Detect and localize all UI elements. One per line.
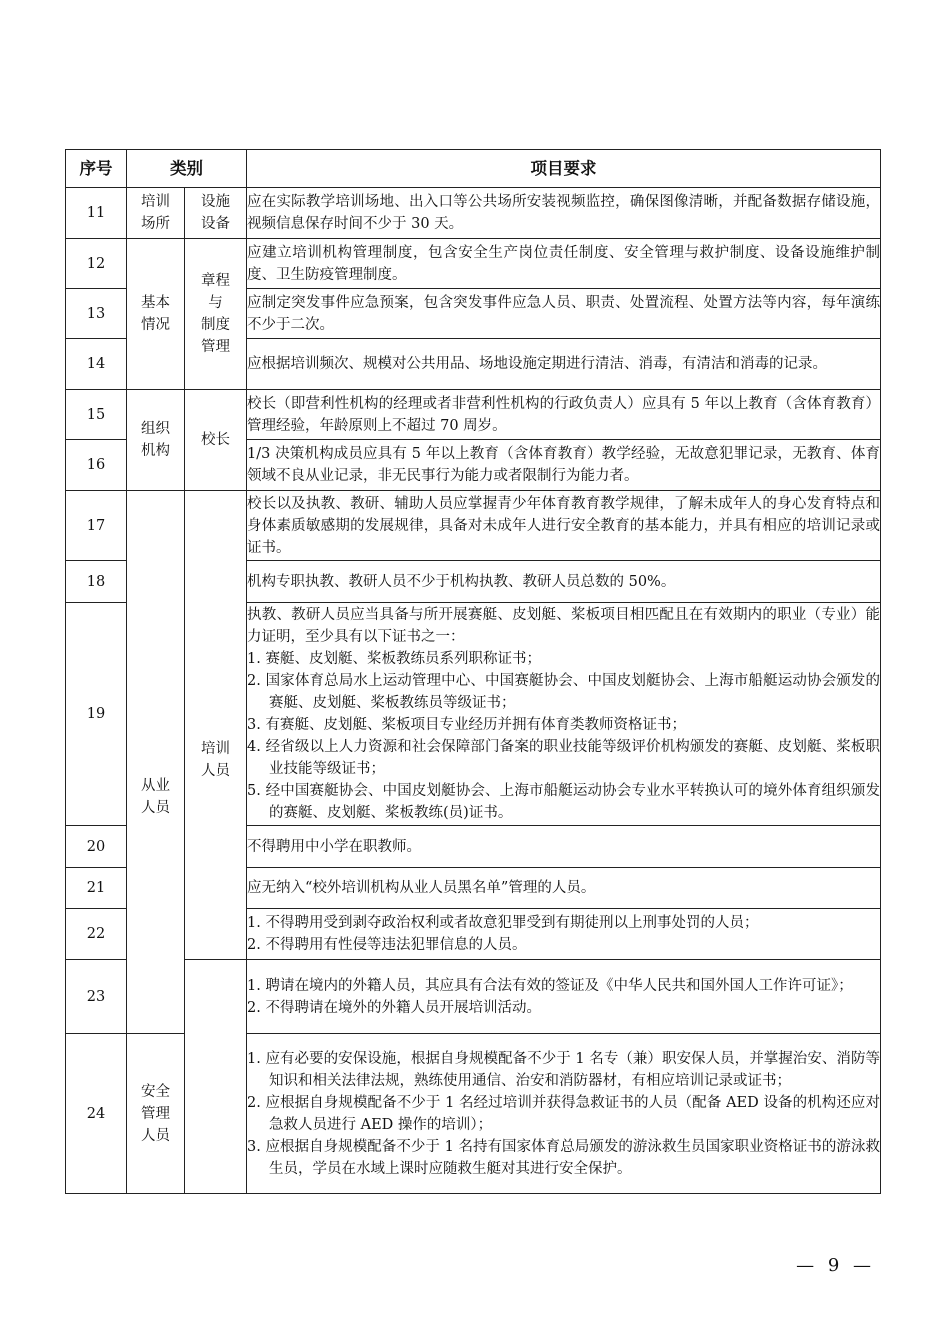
requirement-cell	[247, 868, 881, 909]
category-cell	[127, 188, 185, 239]
requirement-cell	[247, 289, 881, 339]
row-number: 17	[66, 491, 127, 561]
requirement-cell	[247, 390, 881, 440]
requirement-line: 1. 应有必要的安保设施，根据自身规模配备不少于 1 名专（兼）职安保人员，并掌握治安、消防等知识和相关法律法规，熟练使用通信、治安和消防器材，有相应培训记录或证书；	[247, 1050, 880, 1089]
requirement-line: 2. 应根据自身规模配备不少于 1 名经过培训并获得急救证书的人员（配备 AED 设备的机构还应对急救人员进行 AED 操作的培训）；	[247, 1094, 880, 1133]
table-row	[66, 390, 881, 440]
requirement-line: 1. 赛艇、皮划艇、桨板教练员系列职称证书；	[247, 651, 541, 667]
subcategory-cell	[127, 1034, 185, 1194]
blank-cell	[185, 960, 247, 1194]
requirement-text: 1/3 决策机构成员应具有 5 年以上教育（含体育教育）教学经验，无故意犯罪记录，无教育、体育领域不良从业记录，非无民事行为能力或者限制行为能力者。	[247, 446, 880, 484]
category-word: 人员	[141, 799, 170, 816]
row-number: 13	[66, 289, 127, 339]
requirement-cell	[247, 239, 881, 289]
table-row	[66, 491, 881, 561]
table-row	[66, 188, 881, 239]
blank-cell	[127, 491, 185, 561]
row-number: 24	[66, 1034, 127, 1194]
requirement-text: 校长以及执教、教研、辅助人员应掌握青少年体育教育教学规律，了解未成年人的身心发育特点和身体素质敏感期的发展规律，具备对未成年人进行安全教育的基本能力，并具有相应的培训记录或证书。	[247, 495, 880, 556]
requirement-text: 应建立培训机构管理制度，包含安全生产岗位责任制度、安全管理与救护制度、设备设施维护制度、卫生防疫管理制度。	[247, 244, 880, 283]
category-word: 与	[208, 295, 223, 311]
category-word: 安全	[141, 1083, 170, 1100]
row-number: 21	[66, 868, 127, 909]
requirement-line: 2. 不得聘用有性侵等违法犯罪信息的人员。	[247, 937, 527, 953]
row-number: 16	[66, 440, 127, 491]
header-requirement: 项目要求	[247, 150, 881, 188]
header-no: 序号	[66, 150, 127, 188]
requirement-cell	[247, 339, 881, 390]
requirement-cell	[247, 188, 881, 239]
requirement-line: 5. 经中国赛艇协会、中国皮划艇协会、上海市船艇运动协会专业水平转换认可的境外体育组织颁发的赛艇、皮划艇、桨板教练(员)证书。	[247, 783, 880, 821]
table-row	[66, 239, 881, 289]
requirement-line: 2. 国家体育总局水上运动管理中心、中国赛艇协会、中国皮划艇协会、上海市船艇运动协会颁发的赛艇、皮划艇、桨板教练员等级证书；	[247, 673, 880, 711]
requirement-line: 3. 有赛艇、皮划艇、桨板项目专业经历并拥有体育类教师资格证书；	[247, 717, 686, 733]
row-number: 11	[66, 188, 127, 239]
requirement-line: 3. 应根据自身规模配备不少于 1 名持有国家体育总局颁发的游泳救生员国家职业资格证书的游泳救生员，学员在水域上课时应随救生艇对其进行安全保护。	[247, 1138, 880, 1177]
category-cell	[127, 239, 185, 390]
requirement-text: 机构专职执教、教研人员不少于机构执教、教研人员总数的 50%。	[247, 573, 676, 590]
row-number: 20	[66, 826, 127, 868]
requirement-line: 1. 聘请在境内的外籍人员，其应具有合法有效的签证及《中华人民共和国外国人工作许可证》；	[247, 977, 853, 994]
category-word: 培训	[141, 194, 170, 210]
category-word: 管理	[201, 339, 230, 355]
category-word: 培训	[201, 740, 230, 757]
category-word: 场所	[141, 216, 170, 232]
requirement-line: 执教、教研人员应当具备与所开展赛艇、皮划艇、桨板项目相匹配且在有效期内的职业（专业）能力证明，至少具有以下证书之一：	[247, 607, 880, 645]
requirement-line: 2. 不得聘请在境外的外籍人员开展培训活动。	[247, 999, 541, 1016]
table-header-row	[66, 150, 881, 188]
category-word: 制度	[201, 317, 230, 333]
requirement-line: 4. 经省级以上人力资源和社会保障部门备案的职业技能等级评价机构颁发的赛艇、皮划艇、桨板职业技能等级证书；	[247, 739, 880, 777]
page-number: — 9 —	[796, 1255, 875, 1276]
category-word: 机构	[141, 443, 170, 459]
requirement-text: 应无纳入“校外培训机构从业人员黑名单”管理的人员。	[247, 880, 596, 896]
blank-cell	[185, 491, 247, 561]
requirement-text: 校长（即营利性机构的经理或者非营利性机构的行政负责人）应具有 5 年以上教育（含体育教育）管理经验，年龄原则上不超过 70 周岁。	[247, 395, 880, 434]
row-number: 12	[66, 239, 127, 289]
requirement-text: 应在实际教学培训场地、出入口等公共场所安装视频监控，确保图像清晰，并配备数据存储设施，视频信息保存时间不少于 30 天。	[247, 194, 880, 232]
category-cell	[127, 390, 185, 491]
category-word: 管理	[141, 1105, 170, 1122]
category-word: 章程	[201, 273, 230, 289]
subcategory-cell	[185, 390, 247, 491]
requirement-cell	[247, 603, 881, 826]
header-category: 类别	[127, 150, 247, 188]
table-row	[66, 960, 881, 1034]
requirement-line: 1. 不得聘用受到剥夺政治权利或者故意犯罪受到有期徒刑以上刑事处罚的人员；	[247, 915, 759, 931]
requirement-cell	[247, 1034, 881, 1194]
row-number: 18	[66, 561, 127, 603]
category-word: 校长	[201, 432, 230, 448]
requirement-text: 不得聘用中小学在职教师。	[247, 838, 421, 855]
row-number: 23	[66, 960, 127, 1034]
row-number: 15	[66, 390, 127, 440]
requirement-cell	[247, 826, 881, 868]
subcategory-cell	[185, 561, 247, 960]
subcategory-cell	[185, 188, 247, 239]
category-word: 人员	[141, 1127, 170, 1144]
category-cell	[127, 561, 185, 1034]
requirement-cell	[247, 440, 881, 491]
requirement-cell	[247, 491, 881, 561]
requirement-cell	[247, 561, 881, 603]
requirement-cell	[247, 909, 881, 960]
row-number: 19	[66, 603, 127, 826]
category-word: 基本	[141, 295, 170, 311]
category-word: 从业	[141, 777, 170, 794]
category-word: 设备	[201, 216, 230, 232]
category-word: 组织	[141, 421, 170, 437]
requirements-table	[65, 149, 881, 1194]
requirement-text: 应制定突发事件应急预案，包含突发事件应急人员、职责、处置流程、处置方法等内容，每年演练不少于二次。	[247, 294, 880, 333]
row-number: 14	[66, 339, 127, 390]
category-word: 设施	[201, 194, 230, 210]
requirement-text: 应根据培训频次、规模对公共用品、场地设施定期进行清洁、消毒，有清洁和消毒的记录。	[247, 356, 827, 372]
table-row	[66, 561, 881, 603]
category-word: 情况	[141, 317, 170, 333]
requirement-cell	[247, 960, 881, 1034]
row-number: 22	[66, 909, 127, 960]
category-word: 人员	[201, 762, 230, 779]
subcategory-cell	[185, 239, 247, 390]
